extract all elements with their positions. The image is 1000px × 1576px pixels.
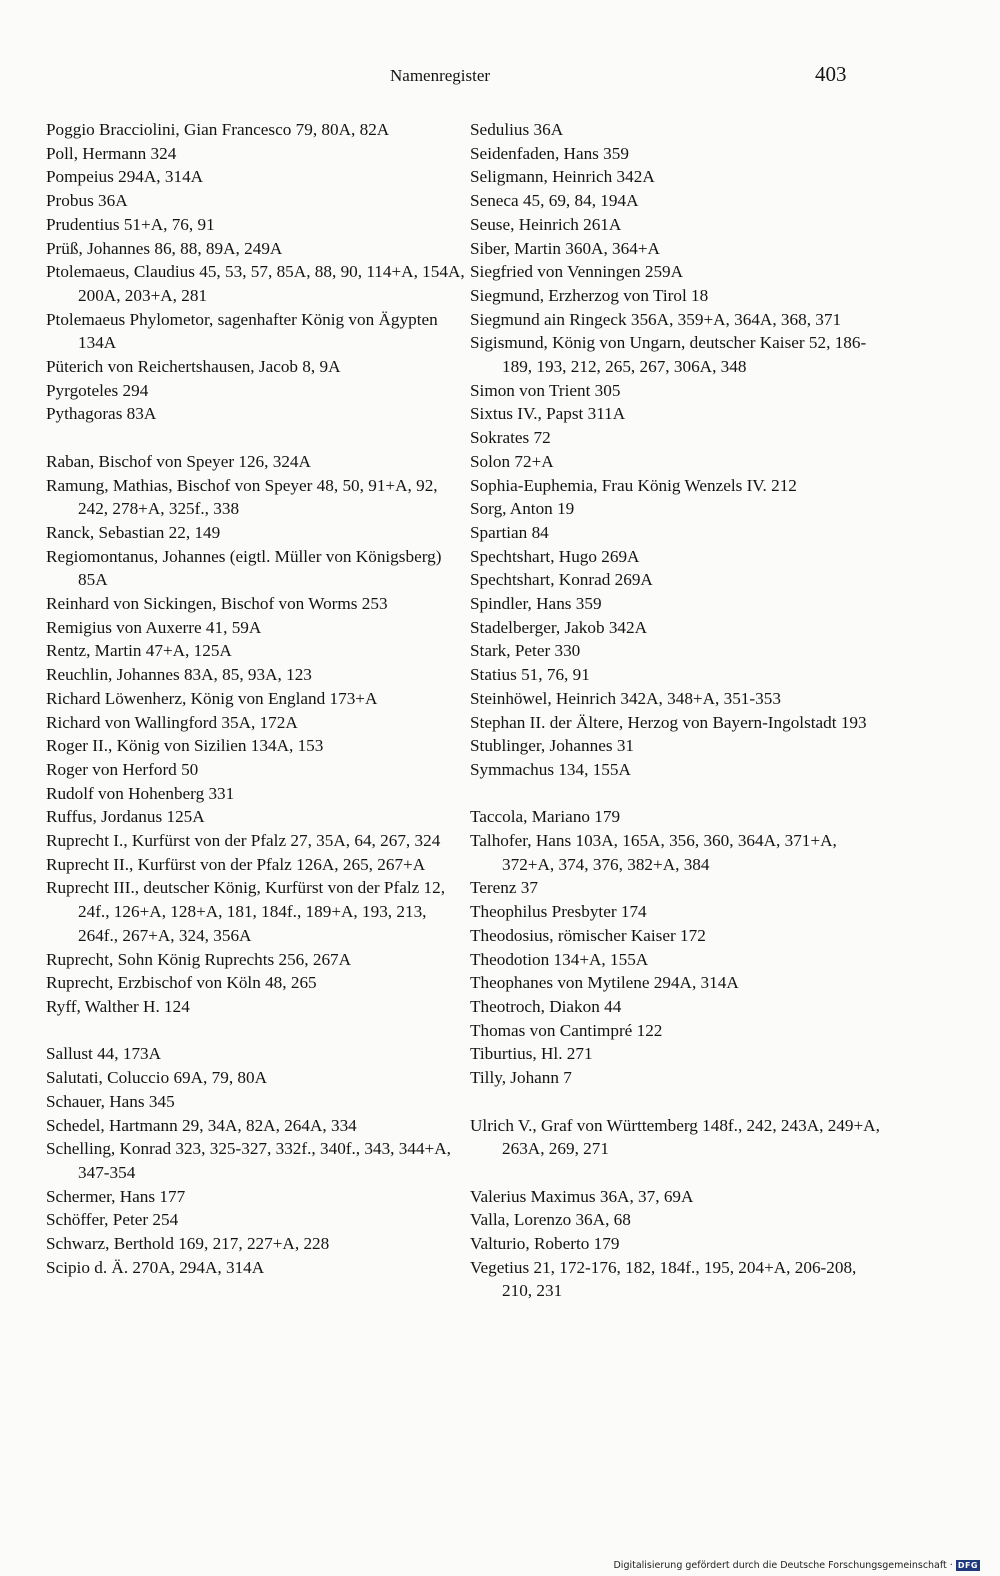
index-entry: Vegetius 21, 172-176, 182, 184f., 195, 204+A, 206-208, 210, 231 — [470, 1257, 857, 1301]
index-entry: Sallust 44, 173A — [46, 1044, 162, 1064]
index-entry: Ruprecht, Sohn König Ruprechts 256, 267A — [46, 949, 352, 969]
index-entry: Terenz 37 — [470, 878, 538, 898]
index-entry: Ruprecht III., deutscher König, Kurfürst von der Pfalz 12, 24f., 126+A, 128+A, 181, 184f., 189+A, 193, 213, 264f., 267+A, 324, 356A — [46, 878, 446, 945]
index-entry: Richard Löwenherz, König von England 173+A — [46, 688, 378, 708]
index-entry: Theotroch, Diakon 44 — [470, 997, 622, 1016]
index-entry: Valturio, Roberto 179 — [470, 1234, 620, 1253]
index-column-left — [46, 118, 466, 1279]
index-entry: Spartian 84 — [470, 522, 549, 542]
index-entry: Ruprecht I., Kurfürst von der Pfalz 27, 35A, 64, 267, 324 — [46, 831, 441, 851]
index-entry: Salutati, Coluccio 69A, 79, 80A — [46, 1068, 268, 1088]
index-entry: Ramung, Mathias, Bischof von Speyer 48, 50, 91+A, 92, 242, 278+A, 325f., 338 — [46, 475, 438, 519]
index-entry: Sigismund, König von Ungarn, deutscher Kaiser 52, 186-189, 193, 212, 265, 267, 306A, 348 — [470, 333, 867, 377]
index-column-right — [470, 118, 880, 1303]
index-entry: Stublinger, Johannes 31 — [470, 736, 635, 756]
index-entry: Steinhöwel, Heinrich 342A, 348+A, 351-353 — [470, 688, 781, 708]
index-entry: Simon von Trient 305 — [470, 380, 621, 400]
index-entry: Tiburtius, Hl. 271 — [470, 1044, 593, 1064]
index-entry: Poggio Bracciolini, Gian Francesco 79, 80A, 82A — [46, 120, 390, 139]
index-entry: Raban, Bischof von Speyer 126, 324A — [46, 451, 311, 471]
index-entry: Pyrgoteles 294 — [46, 380, 149, 400]
index-entry: Pompeius 294A, 314A — [46, 167, 204, 187]
index-entry: Ruprecht, Erzbischof von Köln 48, 265 — [46, 973, 317, 993]
index-entry: Spechtshart, Konrad 269A — [470, 570, 653, 590]
index-entry: Sophia-Euphemia, Frau König Wenzels IV. 212 — [470, 475, 797, 495]
index-entry: Ptolemaeus Phylometor, sagenhafter König von Ägypten 134A — [46, 309, 438, 353]
index-entry: Siegmund, Erzherzog von Tirol 18 — [470, 285, 709, 305]
index-entry: Symmachus 134, 155A — [470, 759, 631, 779]
index-entry: Poll, Hermann 324 — [46, 143, 177, 163]
index-entry: Stephan II. der Ältere, Herzog von Bayern-Ingolstadt 193 — [470, 712, 867, 732]
index-entry: Ruprecht II., Kurfürst von der Pfalz 126A, 265, 267+A — [46, 854, 426, 874]
page-number: 403 — [815, 62, 847, 86]
index-entry: Spindler, Hans 359 — [470, 594, 602, 614]
index-entry: Richard von Wallingford 35A, 172A — [46, 712, 298, 732]
index-entry: Reuchlin, Johannes 83A, 85, 93A, 123 — [46, 665, 312, 685]
index-entry: Prüß, Johannes 86, 88, 89A, 249A — [46, 238, 283, 258]
index-entry: Remigius von Auxerre 41, 59A — [46, 617, 262, 637]
index-entry: Schwarz, Berthold 169, 217, 227+A, 228 — [46, 1234, 330, 1254]
index-entry: Seneca 45, 69, 84, 194A — [470, 191, 639, 211]
index-entry: Stadelberger, Jakob 342A — [470, 617, 648, 637]
index-entry: Theodotion 134+A, 155A — [470, 949, 649, 969]
index-entry: Solon 72+A — [470, 451, 554, 471]
index-entry: Schermer, Hans 177 — [46, 1186, 186, 1206]
index-entry: Schöffer, Peter 254 — [46, 1210, 179, 1230]
section-gap — [46, 1019, 466, 1043]
running-title: Namenregister — [390, 66, 491, 85]
index-entry: Statius 51, 76, 91 — [470, 665, 590, 685]
index-entry: Taccola, Mariano 179 — [470, 807, 621, 827]
section-gap — [46, 426, 466, 450]
index-entry: Siegmund ain Ringeck 356A, 359+A, 364A, 368, 371 — [470, 309, 842, 329]
index-entry: Sixtus IV., Papst 311A — [470, 404, 626, 424]
index-entry: Pythagoras 83A — [46, 404, 157, 424]
index-entry: Ryff, Walther H. 124 — [46, 997, 190, 1016]
index-entry: Ptolemaeus, Claudius 45, 53, 57, 85A, 88, 90, 114+A, 154A, 200A, 203+A, 281 — [46, 262, 465, 305]
index-entry: Theophilus Presbyter 174 — [470, 902, 647, 922]
index-entry: Scipio d. Ä. 270A, 294A, 314A — [46, 1257, 265, 1277]
index-entry: Schauer, Hans 345 — [46, 1091, 175, 1111]
index-entry: Ulrich V., Graf von Württemberg 148f., 242, 243A, 249+A, 263A, 269, 271 — [470, 1115, 880, 1159]
index-entry: Ranck, Sebastian 22, 149 — [46, 522, 221, 542]
index-entry: Seidenfaden, Hans 359 — [470, 143, 629, 163]
index-entry: Valla, Lorenzo 36A, 68 — [470, 1210, 631, 1230]
index-entry: Rentz, Martin 47+A, 125A — [46, 641, 232, 661]
index-entry: Roger II., König von Sizilien 134A, 153 — [46, 736, 324, 756]
index-entry: Siber, Martin 360A, 364+A — [470, 238, 660, 258]
index-entry: Probus 36A — [46, 191, 128, 211]
index-entry: Sorg, Anton 19 — [470, 499, 575, 519]
index-entry: Rudolf von Hohenberg 331 — [46, 783, 235, 803]
index-entry: Sokrates 72 — [470, 428, 551, 448]
index-entry: Theophanes von Mytilene 294A, 314A — [470, 973, 739, 993]
index-entry: Stark, Peter 330 — [470, 641, 581, 661]
index-entry: Seuse, Heinrich 261A — [470, 214, 622, 234]
index-entry: Prudentius 51+A, 76, 91 — [46, 214, 215, 234]
index-entry: Schedel, Hartmann 29, 34A, 82A, 264A, 334 — [46, 1115, 357, 1135]
index-entry: Püterich von Reichertshausen, Jacob 8, 9A — [46, 357, 341, 377]
footer — [613, 1560, 980, 1571]
index-entry: Roger von Herford 50 — [46, 759, 199, 779]
index-entry: Reinhard von Sickingen, Bischof von Worms 253 — [46, 594, 388, 614]
index-entry: Regiomontanus, Johannes (eigtl. Müller von Königsberg) 85A — [46, 546, 442, 590]
index-entry: Spechtshart, Hugo 269A — [470, 546, 640, 566]
section-gap — [470, 1161, 880, 1185]
index-entry: Theodosius, römischer Kaiser 172 — [470, 925, 706, 945]
page-header — [0, 62, 1000, 92]
dfg-logo: DFG — [957, 1561, 978, 1570]
section-gap — [470, 782, 880, 806]
index-entry: Siegfried von Venningen 259A — [470, 262, 684, 282]
index-entry: Ruffus, Jordanus 125A — [46, 807, 205, 827]
index-entry: Valerius Maximus 36A, 37, 69A — [470, 1186, 694, 1206]
index-entry: Thomas von Cantimpré 122 — [470, 1020, 663, 1040]
index-entry: Sedulius 36A — [470, 120, 564, 139]
index-entry: Seligmann, Heinrich 342A — [470, 167, 655, 187]
index-entry: Talhofer, Hans 103A, 165A, 356, 360, 364A, 371+A, 372+A, 374, 376, 382+A, 384 — [470, 831, 837, 874]
footer-credit: Digitalisierung gefördert durch die Deutsche Forschungsgemeinschaft · — [613, 1560, 953, 1571]
index-entry: Tilly, Johann 7 — [470, 1068, 572, 1088]
section-gap — [470, 1090, 880, 1114]
index-entry: Schelling, Konrad 323, 325-327, 332f., 340f., 343, 344+A, 347-354 — [46, 1139, 451, 1182]
